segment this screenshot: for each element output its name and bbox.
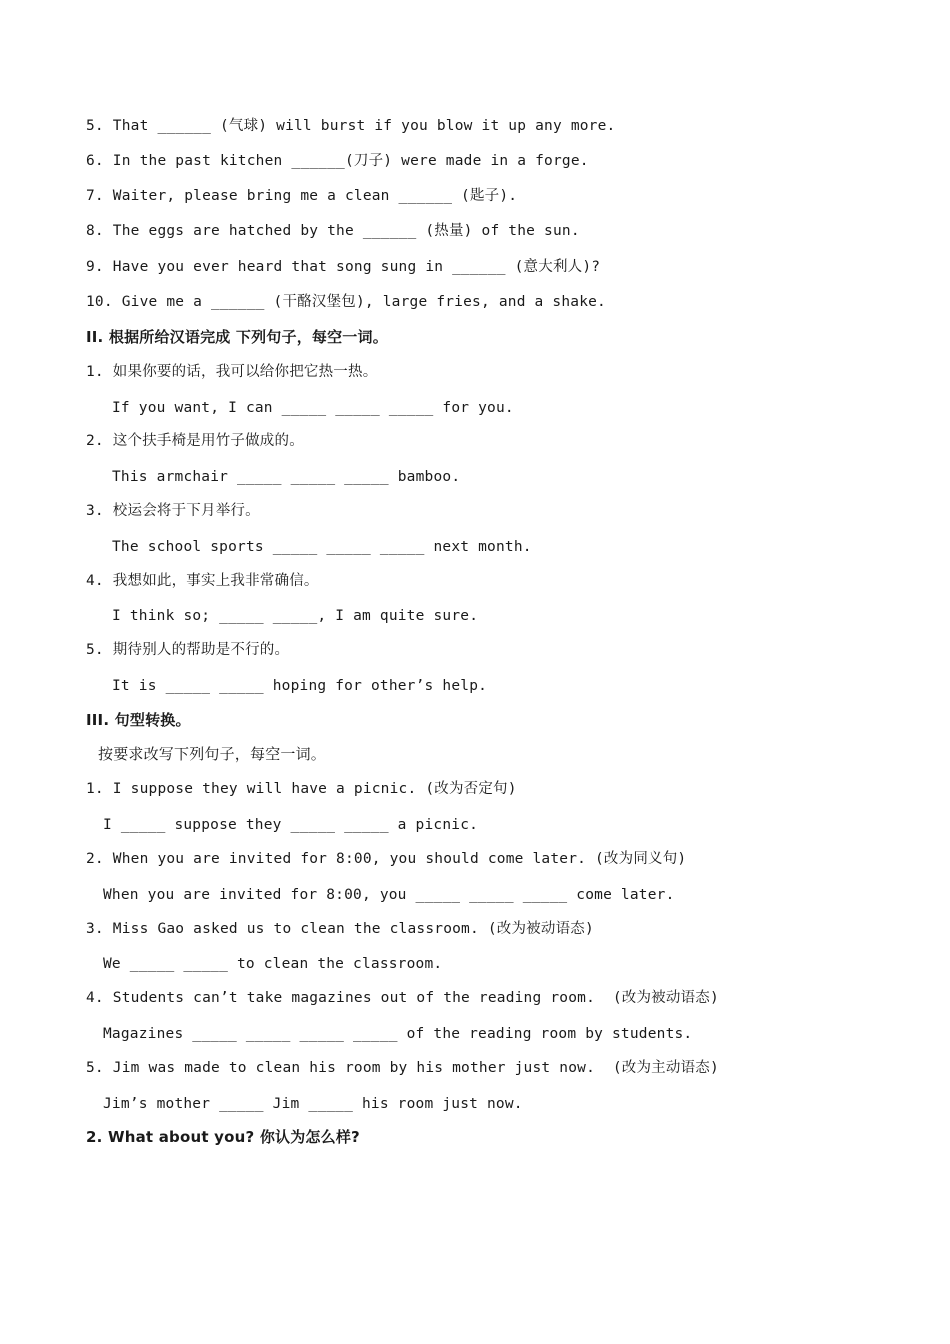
- english-blank-sentence: It is _____ _____ hoping for other’s help.: [112, 678, 488, 694]
- fill-in-item: 9. Have you ever heard that song sung in ______ (意大利人)?: [86, 259, 601, 275]
- transform-question: 4. Students can’t take magazines out of the reading room. (改为被动语态): [86, 990, 719, 1006]
- transform-question: 1. I suppose they will have a picnic. (改为否定句): [86, 781, 517, 797]
- transform-answer: Magazines _____ _____ _____ _____ of the reading room by students.: [103, 1026, 693, 1042]
- transform-answer: Jim’s mother _____ Jim _____ his room just now.: [103, 1096, 523, 1112]
- chinese-sentence: 1. 如果你要的话，我可以给你把它热一热。: [86, 364, 378, 380]
- transform-question: 2. When you are invited for 8:00, you should come later. (改为同义句): [86, 851, 687, 867]
- chinese-sentence: 3. 校运会将于下月举行。: [86, 503, 260, 519]
- transform-question: 5. Jim was made to clean his room by his mother just now. (改为主动语态): [86, 1060, 719, 1076]
- english-blank-sentence: This armchair _____ _____ _____ bamboo.: [112, 469, 461, 485]
- fill-in-item: 5. That ______ (气球) will burst if you blow it up any more.: [86, 118, 616, 134]
- transform-answer: When you are invited for 8:00, you _____ _____ _____ come later.: [103, 887, 675, 903]
- english-blank-sentence: The school sports _____ _____ _____ next month.: [112, 539, 532, 555]
- transform-answer: I _____ suppose they _____ _____ a picnic.: [103, 817, 479, 833]
- english-blank-sentence: I think so; _____ _____, I am quite sure.: [112, 608, 479, 624]
- english-blank-sentence: If you want, I can _____ _____ _____ for you.: [112, 400, 514, 416]
- chinese-sentence: 2. 这个扶手椅是用竹子做成的。: [86, 433, 304, 449]
- transform-question: 3. Miss Gao asked us to clean the classroom. (改为被动语态): [86, 921, 594, 937]
- section-heading: III. 句型转换。: [86, 711, 191, 729]
- section-instruction: 按要求改写下列句子，每空一词。: [98, 745, 327, 763]
- section-heading: 2. What about you? 你认为怎么样?: [86, 1128, 360, 1146]
- fill-in-item: 7. Waiter, please bring me a clean ______ (匙子).: [86, 188, 518, 204]
- chinese-sentence: 5. 期待别人的帮助是不行的。: [86, 642, 290, 658]
- chinese-sentence: 4. 我想如此，事实上我非常确信。: [86, 573, 319, 589]
- fill-in-item: 10. Give me a ______ (干酪汉堡包), large fries, and a shake.: [86, 294, 606, 310]
- fill-in-item: 6. In the past kitchen ______(刀子) were made in a forge.: [86, 153, 589, 169]
- section-heading: II. 根据所给汉语完成 下列句子，每空一词。: [86, 328, 388, 346]
- transform-answer: We _____ _____ to clean the classroom.: [103, 956, 443, 972]
- fill-in-item: 8. The eggs are hatched by the ______ (热量) of the sun.: [86, 223, 580, 239]
